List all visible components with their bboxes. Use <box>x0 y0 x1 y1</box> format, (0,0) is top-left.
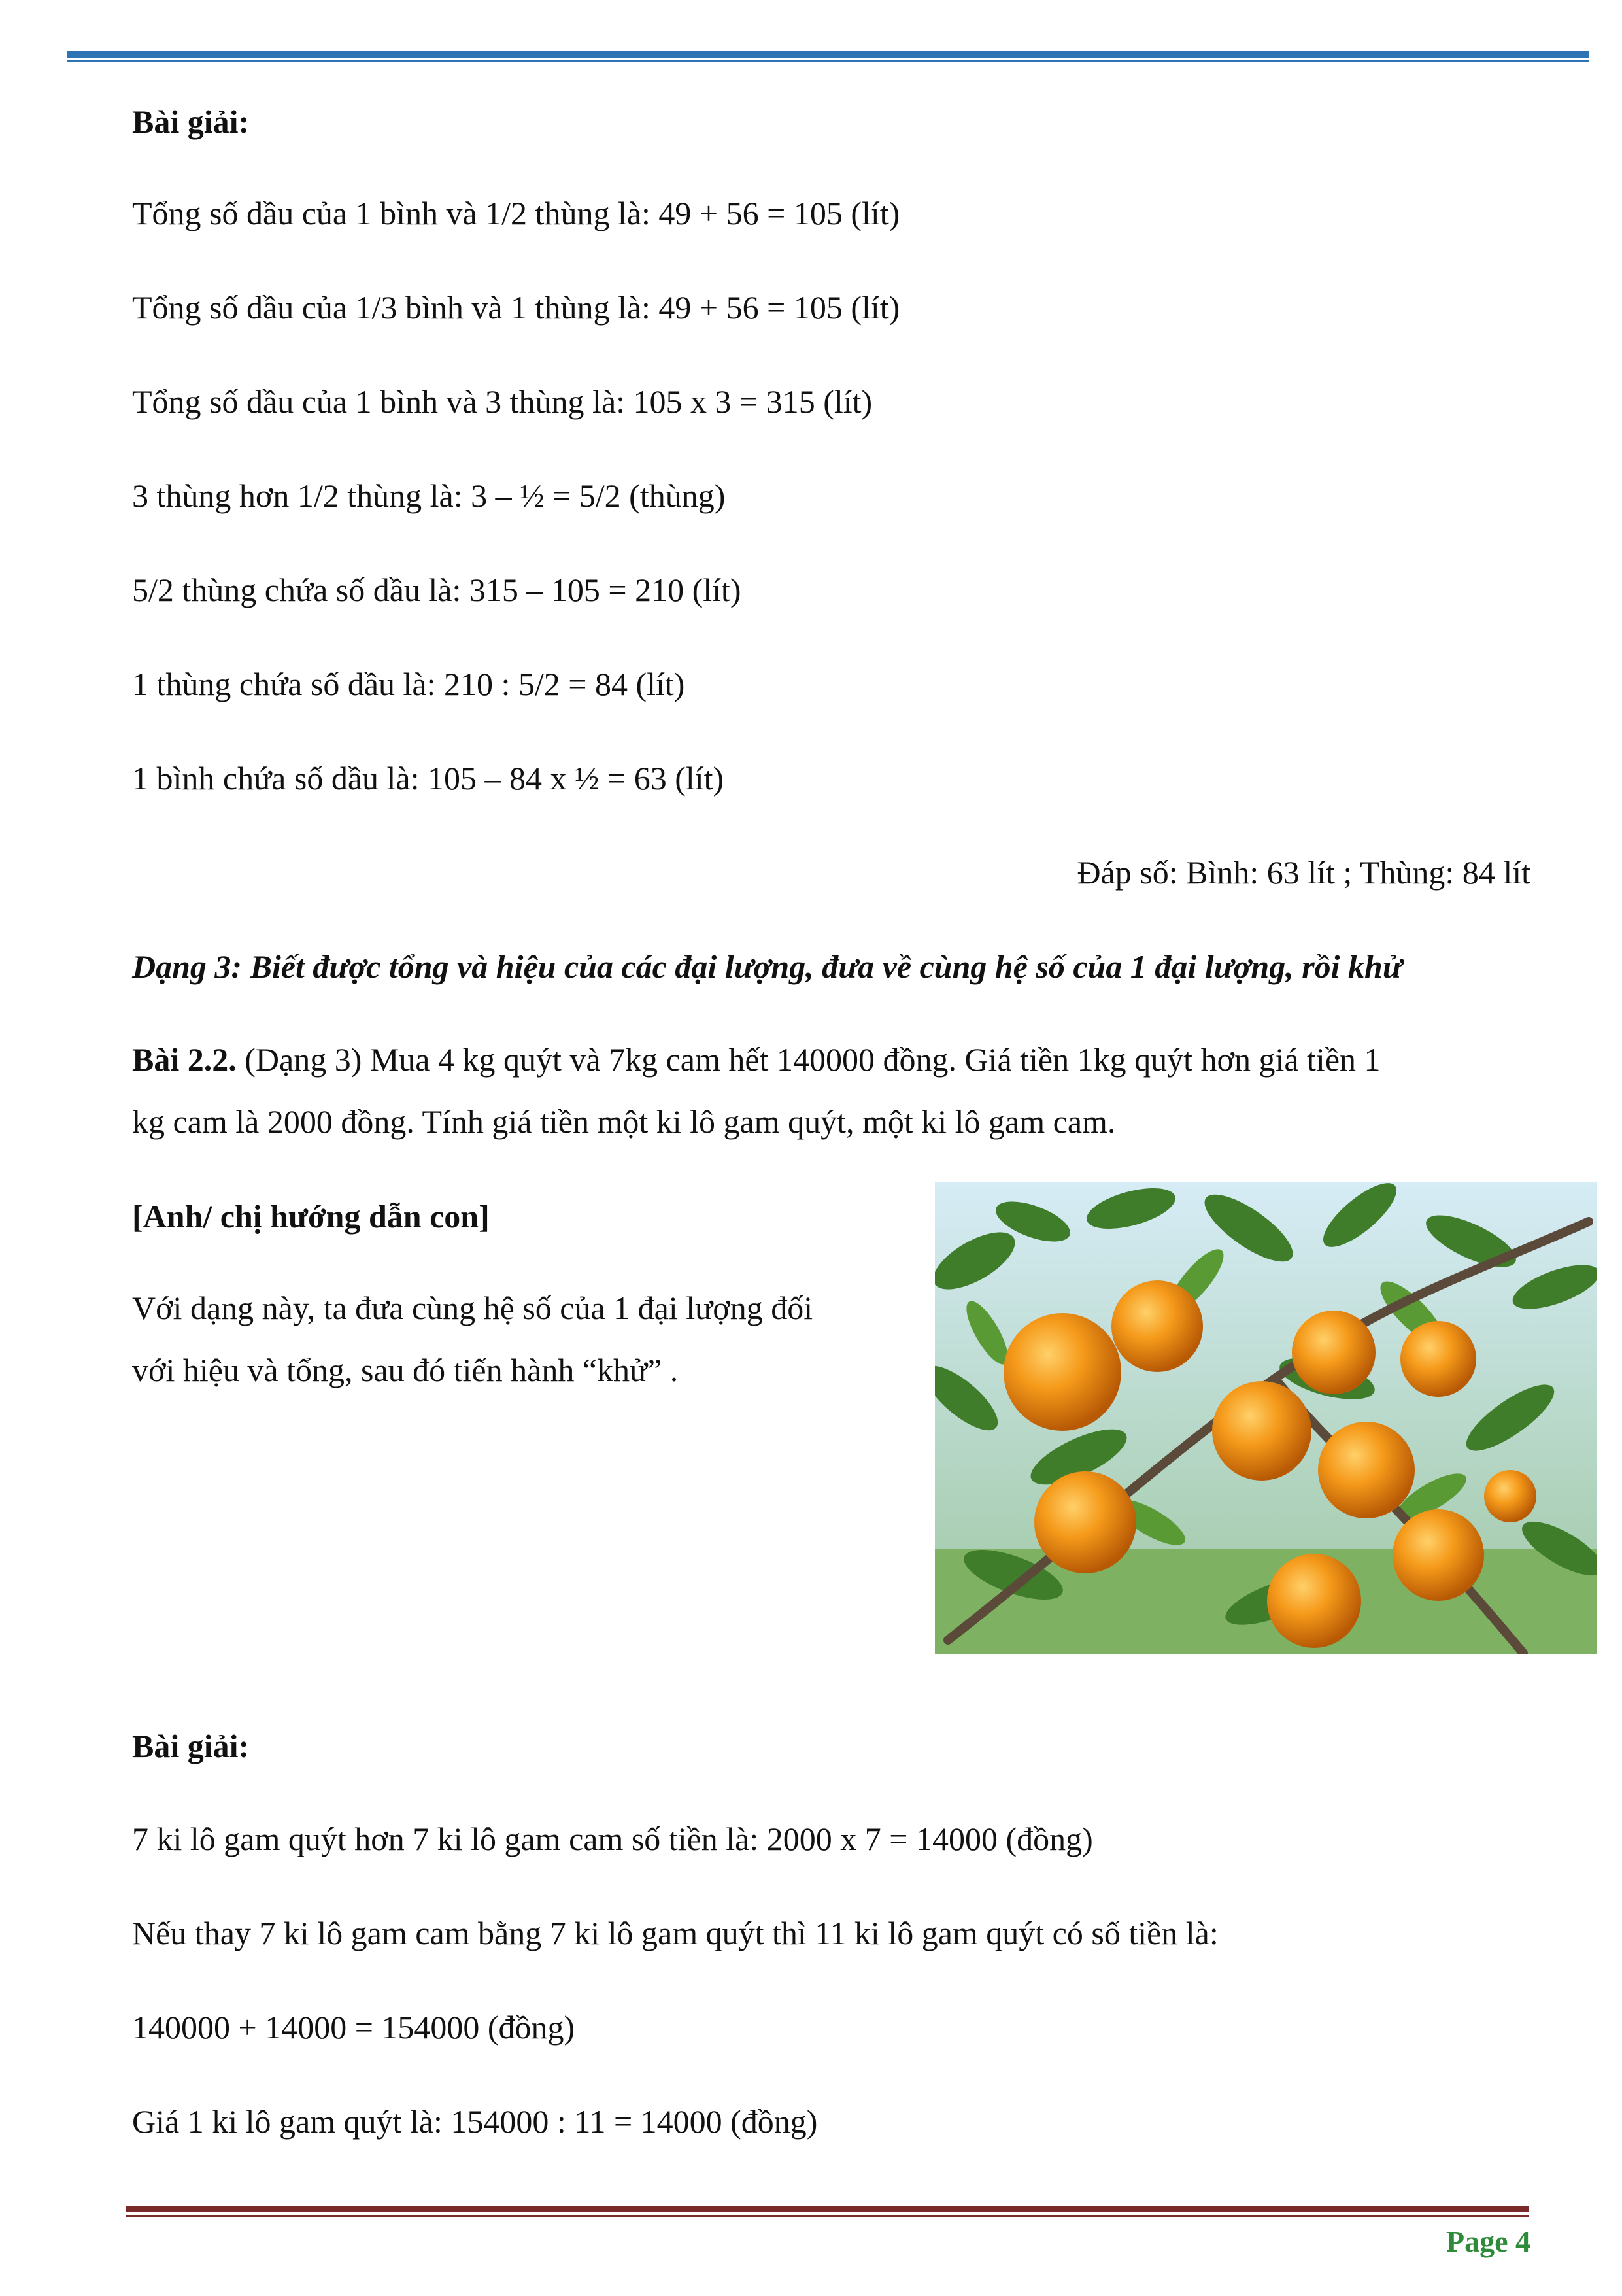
problem-text: (Dạng 3) Mua 4 kg quýt và 7kg cam hết 140000 đồng. Giá tiền 1kg quýt hơn giá tiền 1 <box>236 1041 1381 1078</box>
solution-line: 7 ki lô gam quýt hơn 7 ki lô gam cam số tiền là: 2000 x 7 = 14000 (đồng) <box>132 1821 1093 1857</box>
solution-line: 5/2 thùng chứa số dầu là: 315 – 105 = 210 (lít) <box>132 572 741 608</box>
problem-label: Bài 2.2. <box>132 1041 237 1078</box>
solution-line: Tổng số dầu của 1/3 bình và 1 thùng là: 49 + 56 = 105 (lít) <box>132 289 900 326</box>
guide-heading: [Anh/ chị hướng dẫn con] <box>132 1198 490 1235</box>
header-rule-thin <box>67 60 1589 62</box>
footer-rule <box>126 2206 1529 2212</box>
solution-line: 1 bình chứa số dầu là: 105 – 84 x ½ = 63 (lít) <box>132 760 724 797</box>
problem-line-2: kg cam là 2000 đồng. Tính giá tiền một ki lô gam quýt, một ki lô gam cam. <box>132 1103 1116 1140</box>
solution-line: 140000 + 14000 = 154000 (đồng) <box>132 2009 575 2046</box>
guide-line-1: Với dạng này, ta đưa cùng hệ số của 1 đại lượng đối <box>132 1290 813 1326</box>
solution-line: Nếu thay 7 ki lô gam cam bằng 7 ki lô gam quýt thì 11 ki lô gam quýt có số tiền là: <box>132 1915 1219 1951</box>
answer-line: Đáp số: Bình: 63 lít ; Thùng: 84 lít <box>1077 854 1530 891</box>
solution-line: Giá 1 ki lô gam quýt là: 154000 : 11 = 14000 (đồng) <box>132 2103 818 2140</box>
solution-line: 3 thùng hơn 1/2 thùng là: 3 – ½ = 5/2 (thùng) <box>132 477 726 514</box>
problem-line-1 <box>132 1040 1381 1079</box>
tangerine-tree-photo <box>935 1182 1597 1654</box>
page-number: Page 4 <box>1445 2225 1530 2258</box>
solution-heading: Bài giải: <box>132 103 250 140</box>
section-title-dang3: Dạng 3: Biết được tổng và hiệu của các đại lượng, đưa về cùng hệ số của 1 đại lượng, rồi khử <box>132 948 1402 985</box>
solution-line: Tổng số dầu của 1 bình và 3 thùng là: 105 x 3 = 315 (lít) <box>132 383 873 420</box>
header-rule <box>67 51 1589 58</box>
footer-rule-thin <box>126 2215 1529 2217</box>
solution-heading-2: Bài giải: <box>132 1728 250 1764</box>
guide-line-2: với hiệu và tổng, sau đó tiến hành “khử” . <box>132 1352 679 1388</box>
solution-line: Tổng số dầu của 1 bình và 1/2 thùng là: 49 + 56 = 105 (lít) <box>132 195 900 231</box>
solution-line: 1 thùng chứa số dầu là: 210 : 5/2 = 84 (lít) <box>132 666 685 702</box>
